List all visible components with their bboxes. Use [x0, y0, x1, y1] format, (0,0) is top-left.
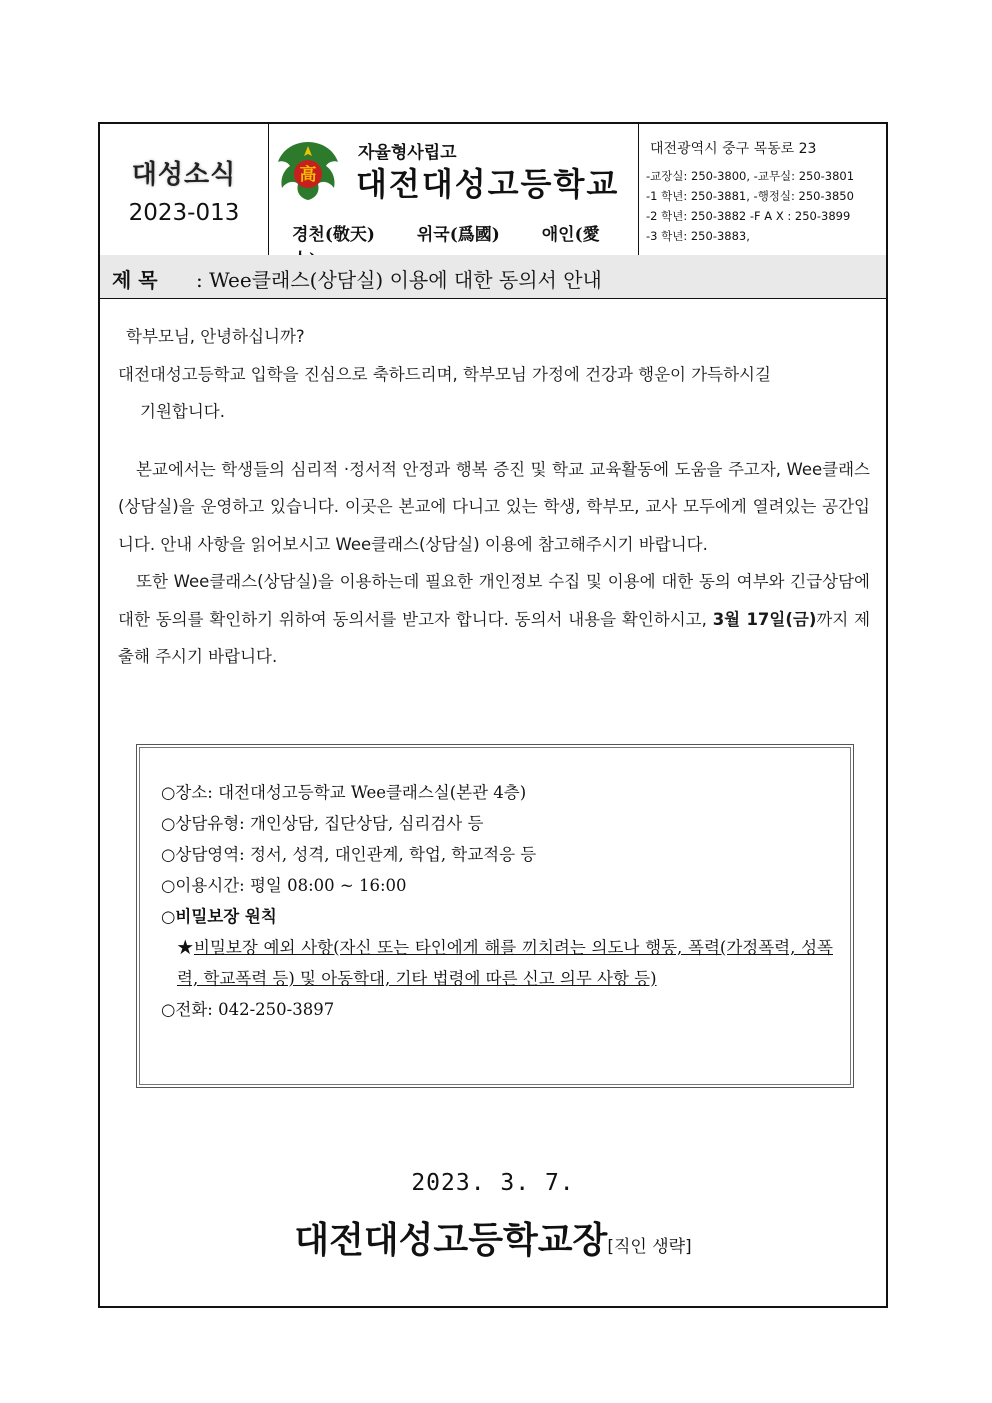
signer-name: 대전대성고등학교장 — [294, 1220, 608, 1261]
info-box-content — [161, 777, 833, 1025]
document-frame — [98, 122, 888, 1308]
info-box — [136, 744, 854, 1088]
motto-2: 위국(爲國) — [416, 225, 500, 245]
info-privacy-exception — [161, 932, 833, 994]
subject-text: : Wee클래스(상담실) 이용에 대한 동의서 안내 — [196, 268, 602, 292]
letter-date: 2023. 3. 7. — [411, 1170, 575, 1196]
paragraph-3 — [118, 563, 870, 676]
info-privacy-title: ○비밀보장 원칙 — [161, 907, 277, 926]
phone-line: -2 학년: 250-3882 -F A X : 250-3899 — [646, 209, 851, 223]
school-emblem-icon — [272, 138, 344, 204]
phone-line: -1 학년: 250-3881, -행정실: 250-3850 — [646, 189, 854, 203]
seal-note: [직인 생략] — [607, 1237, 692, 1257]
privacy-exception-text: 비밀보장 예외 사항(자신 또는 타인에게 해를 끼치려는 의도나 행동, 폭력(가정폭력, 성폭력, 학교폭력 등) 및 아동학대, 기타 법령에 따른 신고 의무 사항 등) — [177, 938, 833, 988]
phone-list — [646, 166, 854, 246]
paragraph-2: 본교에서는 학생들의 심리적 ·정서적 안정과 행복 증진 및 학교 교육활동에 도움을 주고자, Wee클래스(상담실)을 운영하고 있습니다. 이곳은 본교에 다니고 있는 학생, 학부모, 교사 모두에게 열려있는 공간입니다. 안내 사항을 읽어보시고 Wee클래스(상담실) 이용에 참고해주시기 바랍니다. — [118, 459, 870, 554]
signature-line — [100, 1212, 886, 1263]
contact-cell — [638, 124, 886, 255]
paragraph-1-line-1: 대전대성고등학교 입학을 진심으로 축하드리며, 학부모님 가정에 건강과 행운이 가득하시길 — [118, 364, 771, 384]
emblem-char: 高 — [299, 165, 317, 185]
school-cell — [268, 124, 639, 255]
subject-label: 제 목 — [112, 268, 158, 292]
star-icon: ★ — [177, 938, 195, 957]
paragraph-3-end: 까지 제출해 주시기 바랍니다. — [118, 609, 871, 666]
subject-bar — [100, 255, 886, 299]
newsletter-cell — [100, 124, 269, 255]
info-types: ○상담유형: 개인상담, 집단상담, 심리검사 등 — [161, 814, 484, 833]
motto-1: 경천(敬天) — [292, 225, 375, 245]
school-type: 자율형사립고 — [358, 143, 457, 163]
letterhead — [100, 124, 886, 256]
phone-line: -교장실: 250-3800, -교무실: 250-3801 — [646, 169, 855, 183]
motto-3: 애인(愛 — [541, 225, 600, 245]
info-place: ○장소: 대전대성고등학교 Wee클래스실(본관 4층) — [161, 783, 527, 802]
info-areas: ○상담영역: 정서, 성격, 대인관계, 학업, 학교적응 등 — [161, 845, 537, 864]
newsletter-number: 2023-013 — [128, 200, 240, 226]
paragraph-1-line-2: 기원합니다. — [140, 402, 225, 421]
school-address: 대전광역시 중구 목동로 23 — [650, 141, 817, 157]
greeting: 학부모님, 안녕하십니까? — [126, 327, 305, 346]
phone-line: -3 학년: 250-3883, — [646, 229, 750, 243]
info-hours: ○이용시간: 평일 08:00 ~ 16:00 — [161, 876, 407, 895]
paragraph-3-text: 또한 Wee클래스(상담실)을 이용하는데 필요한 개인정보 수집 및 이용에 대한 동의 여부와 긴급상담에 대한 동의를 확인하기 위하여 동의서를 받고자 합니다. 동의서 내용을 확인하시고, — [118, 572, 870, 629]
deadline: 3월 17일(금) — [712, 609, 817, 629]
letter-body — [118, 318, 870, 676]
info-phone: ○전화: 042-250-3897 — [161, 1000, 335, 1019]
newsletter-name: 대성소식 — [131, 160, 237, 190]
school-name: 대전대성고등학교 — [356, 165, 620, 203]
